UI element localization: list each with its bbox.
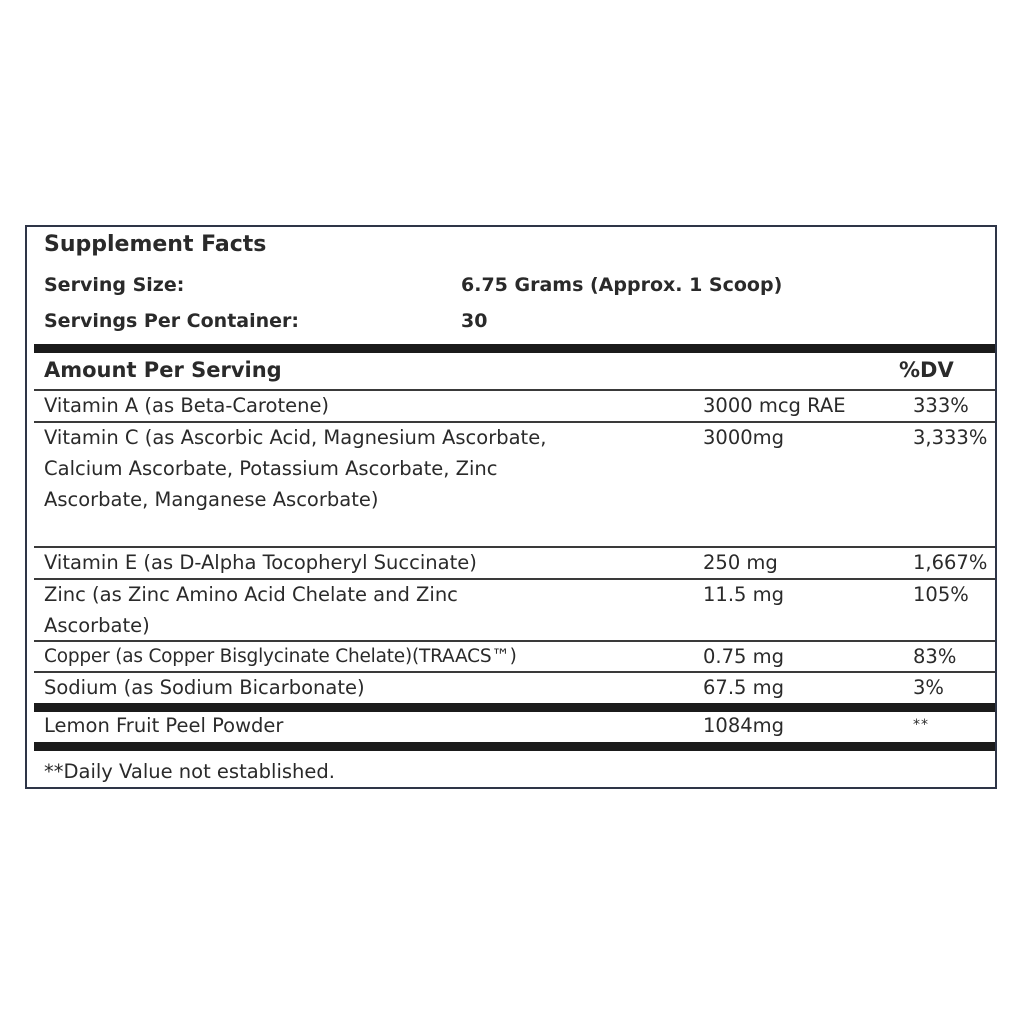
table-row [27, 547, 995, 578]
servings-per-container-label: Servings Per Container: [44, 310, 300, 332]
divider-thick [34, 344, 995, 353]
table-row [27, 579, 995, 641]
nutrient-dv: 333% [913, 394, 969, 417]
nutrient-name: Vitamin C (as Ascorbic Acid, Magnesium Ascorbate, Calcium Ascorbate, Potassium Ascorbate, Zinc Ascorbate, Manganese Ascorbate) [44, 426, 547, 511]
supplement-facts-panel [25, 225, 997, 789]
ingredient-name: Lemon Fruit Peel Powder [44, 714, 284, 737]
nutrient-name: Vitamin A (as Beta-Carotene) [44, 394, 330, 417]
nutrient-dv: 105% [913, 583, 969, 606]
servings-per-container-value: 30 [461, 310, 488, 332]
nutrient-amount: 3000mg [703, 426, 784, 449]
nutrient-dv: 3% [913, 676, 944, 699]
table-row [27, 710, 995, 741]
nutrient-name: Zinc (as Zinc Amino Acid Chelate and Zinc Ascorbate) [44, 583, 458, 637]
nutrient-name: Vitamin E (as D-Alpha Tocopheryl Succinate) [44, 551, 477, 574]
nutrient-amount: 0.75 mg [703, 645, 784, 668]
nutrient-amount: 11.5 mg [703, 583, 784, 606]
nutrient-name: Sodium (as Sodium Bicarbonate) [44, 676, 365, 699]
nutrient-dv: 3,333% [913, 426, 988, 449]
table-row [27, 641, 995, 672]
ingredient-amount: 1084mg [703, 714, 784, 737]
nutrient-amount: 3000 mcg RAE [703, 394, 846, 417]
dv-header: %DV [899, 358, 954, 382]
table-row [27, 390, 995, 421]
footnote: **Daily Value not established. [44, 760, 335, 783]
serving-size-label: Serving Size: [44, 274, 185, 296]
ingredient-dv: ** [913, 717, 929, 733]
table-row [27, 422, 995, 546]
nutrient-dv: 83% [913, 645, 957, 668]
nutrient-amount: 250 mg [703, 551, 778, 574]
nutrient-amount: 67.5 mg [703, 676, 784, 699]
nutrient-dv: 1,667% [913, 551, 988, 574]
panel-title: Supplement Facts [44, 232, 267, 257]
amount-per-serving-header: Amount Per Serving [44, 358, 282, 382]
table-row [27, 672, 995, 703]
serving-size-value: 6.75 Grams (Approx. 1 Scoop) [461, 274, 783, 296]
nutrient-name: Copper (as Copper Bisglycinate Chelate)(TRAACS™) [44, 646, 517, 667]
divider-thick [34, 742, 995, 751]
